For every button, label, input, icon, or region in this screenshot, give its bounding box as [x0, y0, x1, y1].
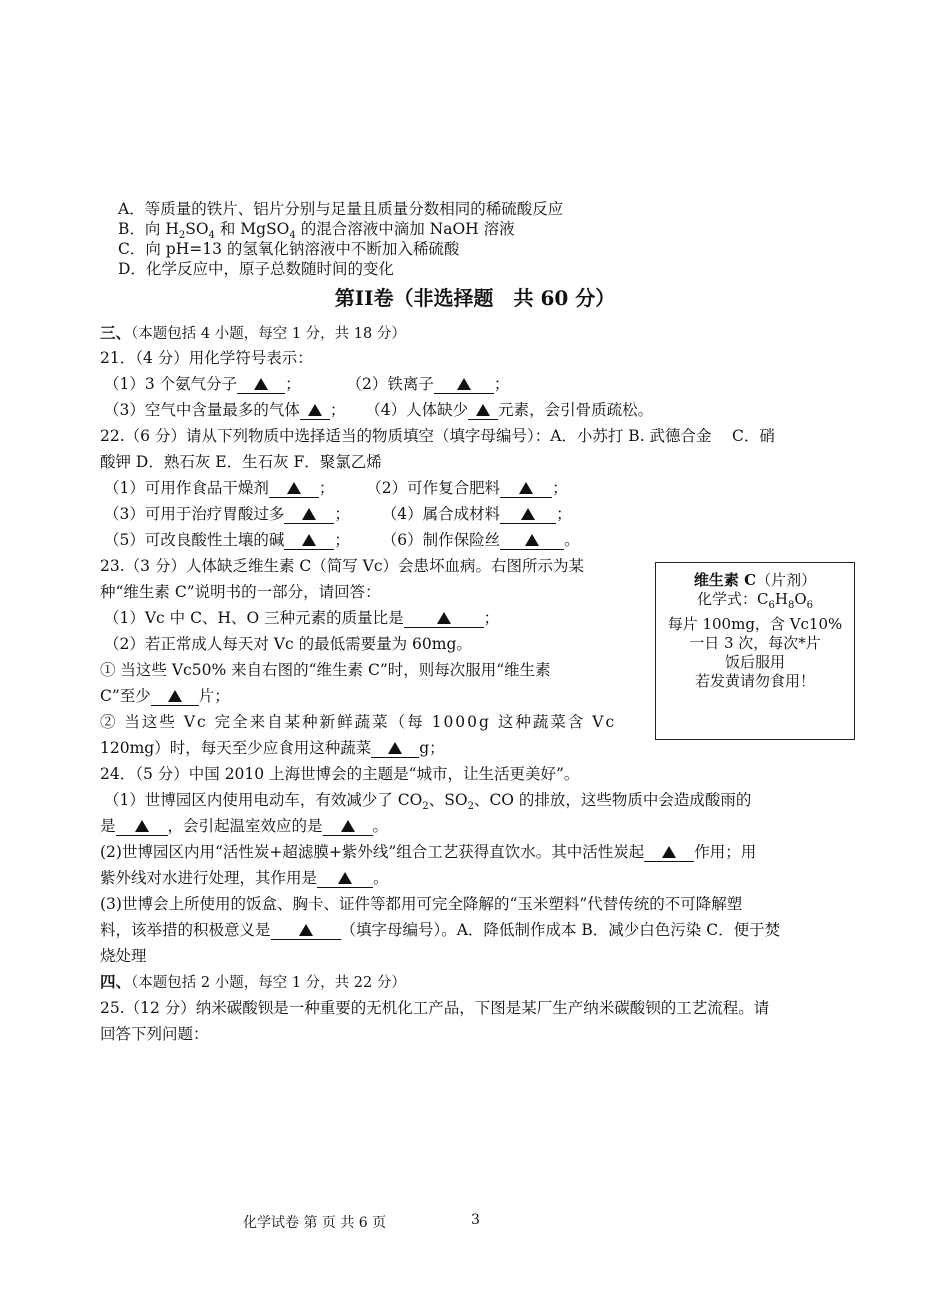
footer-text: 化学试卷 第 页 共 6 页: [243, 1215, 387, 1231]
section-4-header: 四、（本题包括 2 小题，每空 1 分，共 22 分）: [100, 972, 406, 991]
part-title: 第II卷（非选择题 共 60 分）: [334, 286, 616, 310]
q23-line7: ② 当这些 Vc 完全来自某种新鲜蔬菜（每 1000g 这种蔬菜含 Vc: [100, 713, 617, 731]
triangle-icon: [299, 924, 313, 936]
q24-line5: (3)世博会上所使用的饭盒、胸卡、证件等都用可完全降解的“玉米塑料”代替传统的不可降解塑: [100, 895, 743, 913]
vbox-title: 维生素 C（片剂）: [693, 571, 817, 589]
choice-c: C．向 pH=13 的氢氧化钠溶液中不断加入稀硫酸: [118, 240, 460, 258]
choice-d: D．化学反应中，原子总数随时间的变化: [118, 260, 394, 278]
triangle-icon: [525, 534, 539, 546]
answer-blank[interactable]: [284, 532, 334, 550]
triangle-icon: [254, 378, 268, 390]
triangle-icon: [338, 872, 352, 884]
triangle-icon: [476, 404, 490, 416]
q24-line4: 紫外线对水进行处理，其作用是 。: [100, 869, 389, 887]
q22-line1: 22.（6 分）请从下列物质中选择适当的物质填空（填字母编号）：A．小苏打 B. 武德合金 C．硝: [100, 427, 775, 445]
q25-line1: 25.（12 分）纳米碳酸钡是一种重要的无机化工产品，下图是某厂生产纳米碳酸钡的工艺流程。请: [100, 999, 770, 1017]
answer-blank[interactable]: [404, 610, 484, 628]
answer-blank[interactable]: [116, 818, 168, 836]
q24-line6: 料，该举措的积极意义是 （填字母编号）。A．降低制作成本 B．减少白色污染 C．便于焚: [100, 921, 781, 939]
section-3-header: 三、（本题包括 4 小题，每空 1 分，共 18 分）: [100, 323, 406, 342]
q23-line8: 120mg）时，每天至少应食用这种蔬菜 g；: [100, 739, 445, 757]
page-number: 3: [471, 1212, 480, 1228]
triangle-icon: [521, 508, 535, 520]
q22-row1: （1）可用作食品干燥剂 ； （2）可作复合肥料 ；: [104, 479, 568, 497]
q22-line2: 酸钾 D．熟石灰 E．生石灰 F．聚氯乙烯: [100, 453, 382, 471]
answer-blank[interactable]: [500, 506, 556, 524]
answer-blank[interactable]: [317, 870, 373, 888]
answer-blank[interactable]: [500, 480, 552, 498]
q23-line6: C”至少 片；: [100, 687, 230, 705]
answer-blank[interactable]: [271, 922, 341, 940]
q23-line4: （2）若正常成人每天对 Vc 的最低需要量为 60mg。: [104, 635, 472, 653]
q23-line2: 种“维生素 C”说明书的一部分，请回答：: [100, 583, 381, 601]
triangle-icon: [308, 404, 322, 416]
answer-blank[interactable]: [151, 688, 199, 706]
q22-row2: （3）可用于治疗胃酸过多 ； （4）属合成材料 ；: [104, 505, 572, 523]
choice-b: B．向 $H_2SO_4$ 和 MgSO$_4$ 的混合溶液中滴加 NaOH 溶液: [118, 220, 515, 242]
answer-blank[interactable]: [500, 532, 564, 550]
triangle-icon: [302, 534, 316, 546]
answer-blank[interactable]: [371, 740, 419, 758]
choice-a: A．等质量的铁片、铝片分别与足量且质量分数相同的稀硫酸反应: [118, 200, 564, 218]
q22-row3: （5）可改良酸性土壤的碱 ； （6）制作保险丝 。: [104, 531, 580, 549]
triangle-icon: [457, 378, 471, 390]
answer-blank[interactable]: [644, 844, 694, 862]
vbox-frequency: 一日 3 次，每次*片: [689, 634, 821, 652]
vitamin-c-label-box: [655, 562, 855, 740]
answer-blank[interactable]: [323, 818, 373, 836]
q24-head: 24．（5 分）中国 2010 上海世博会的主题是“城市，让生活更美好”。: [100, 765, 580, 783]
vbox-warning: 若发黄请勿食用！: [694, 672, 815, 690]
triangle-icon: [519, 482, 533, 494]
triangle-icon: [135, 820, 149, 832]
vbox-formula: 化学式：$C_6H_8O_6$: [696, 590, 813, 611]
triangle-icon: [662, 846, 676, 858]
answer-blank[interactable]: [269, 480, 319, 498]
answer-blank[interactable]: [434, 376, 494, 394]
q21-head: 21．（4 分）用化学符号表示：: [100, 349, 313, 367]
triangle-icon: [388, 742, 402, 754]
q25-line2: 回答下列问题：: [100, 1025, 209, 1043]
triangle-icon: [302, 508, 316, 520]
q21-row1: （1）3 个氨气分子 ； （2）铁离子 ；: [104, 375, 510, 393]
answer-blank[interactable]: [300, 402, 330, 420]
q21-row2: （3）空气中含量最多的气体 ； （4）人体缺少 元素，会引骨质疏松。: [104, 401, 654, 419]
q23-line1: 23.（3 分）人体缺乏维生素 C（简写 Vc）会患坏血病。右图所示为某: [100, 557, 585, 575]
triangle-icon: [287, 482, 301, 494]
answer-blank[interactable]: [237, 376, 285, 394]
triangle-icon: [168, 690, 182, 702]
q24-line7: 烧处理: [100, 947, 147, 965]
q24-line2: 是 ，会引起温室效应的是 。: [100, 817, 389, 835]
answer-blank[interactable]: [284, 506, 334, 524]
q24-line1: （1）世博园区内使用电动车，有效减少了 $CO_2$、$SO_2$、CO 的排放，这些物质中会造成酸雨的: [104, 791, 752, 813]
triangle-icon: [341, 820, 355, 832]
vbox-timing: 饭后服用: [724, 653, 785, 671]
answer-blank[interactable]: [468, 402, 498, 420]
triangle-icon: [437, 612, 451, 624]
vbox-dose: 每片 100mg，含 Vc10%: [667, 615, 843, 633]
q23-line5: ① 当这些 Vc50% 来自右图的“维生素 C”时，则每次服用“维生素: [100, 661, 551, 679]
q24-line3: (2)世博园区内用“活性炭+超滤膜+紫外线”组合工艺获得直饮水。其中活性炭起 作用；用: [100, 843, 757, 861]
q23-line3: （1）Vc 中 C、H、O 三种元素的质量比是 ；: [104, 609, 500, 627]
